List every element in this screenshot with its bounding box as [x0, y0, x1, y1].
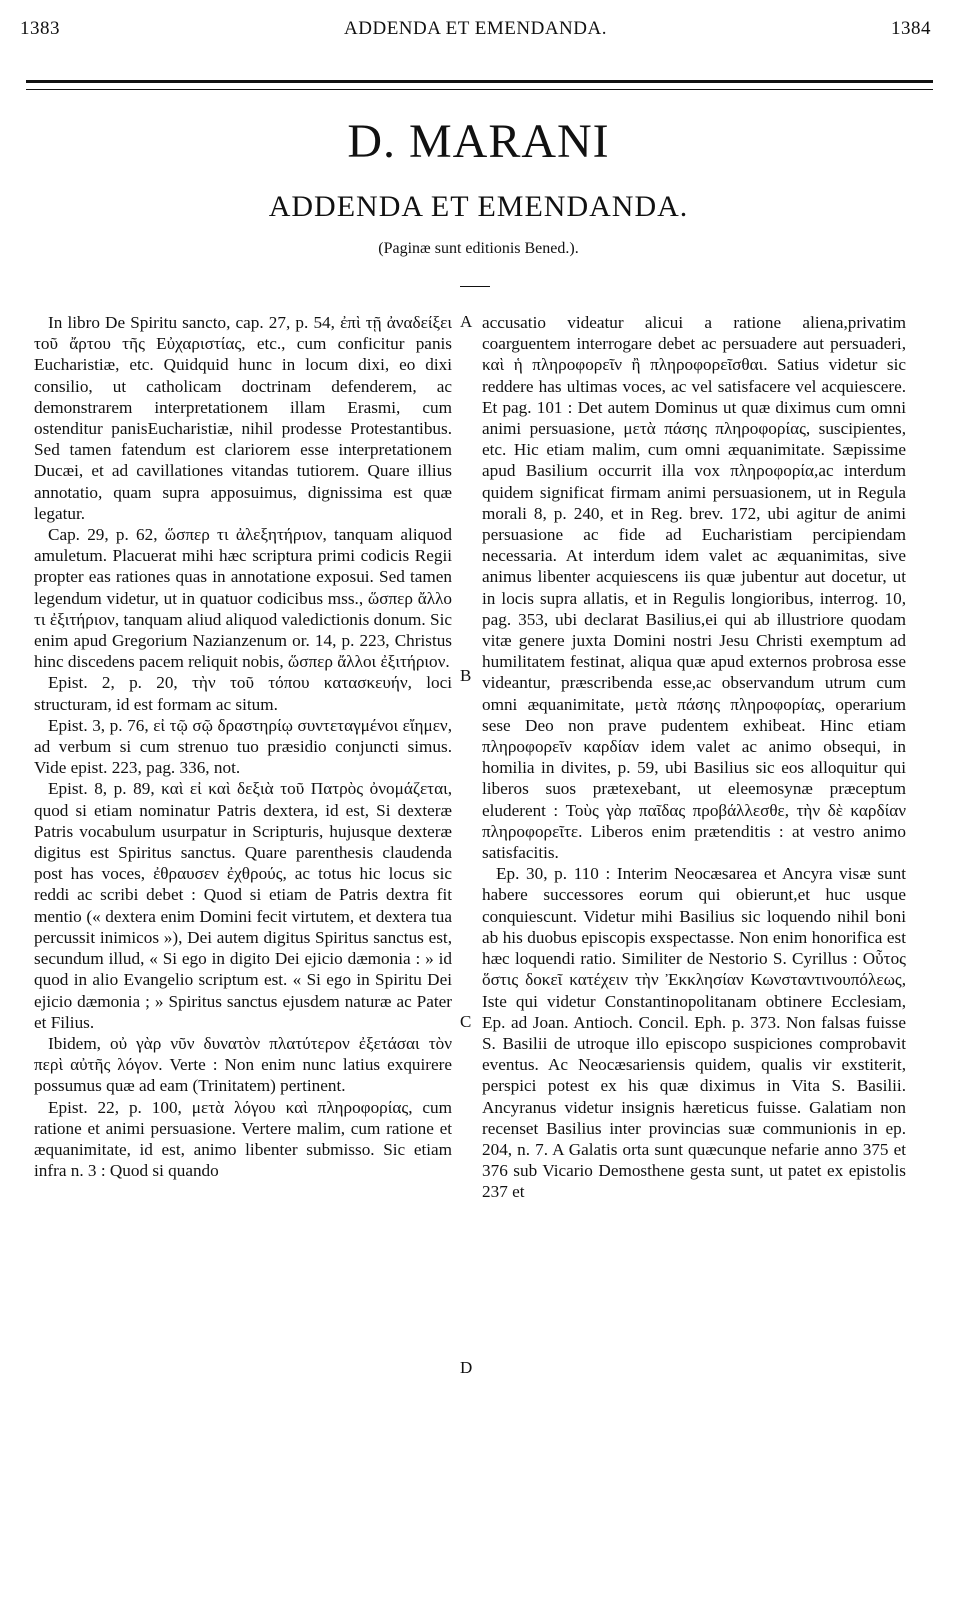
page-number-left: 1383: [20, 18, 60, 39]
header-rule-thin: [26, 89, 933, 90]
section-dash: [460, 286, 490, 287]
paragraph: Ibidem, οὐ γὰρ νῦν δυνατὸν πλατύτερον ἐξετάσαι τὸν περὶ αὐτῆς λόγον. Verte : Non enim nunc latius exquirere possumus quæ ad eam (Trinitatem) pertinent.: [34, 1033, 452, 1096]
margin-letter-a: A: [460, 312, 473, 331]
paragraph: Epist. 3, p. 76, εἰ τῷ σῷ δραστηρίῳ συντεταγμένοι εἴημεν, ad verbum si cum strenuo tuo præsidio conjuncti simus. Vide epist. 223, pag. 336, not.: [34, 715, 452, 778]
page-title: D. MARANI: [347, 115, 610, 168]
paragraph: Epist. 2, p. 20, τὴν τοῦ τόπου κατασκευήν, loci structuram, id est formam ac situm.: [34, 673, 452, 714]
page-number-right: 1384: [891, 18, 931, 39]
right-column: [482, 312, 906, 1203]
running-title: ADDENDA ET EMENDANDA.: [344, 18, 607, 39]
paragraph: Epist. 22, p. 100, μετὰ λόγου καὶ πληροφορίας, cum ratione et animi persuasione. Vertere malim, cum ratione et æquanimitate, id est, animo libenter submisso. Sic etiam infra n. 3 : Quod si quando: [34, 1097, 452, 1181]
margin-letter-c: C: [460, 1012, 472, 1031]
paragraph: accusatio videatur alicui a ratione aliena,privatim coarguentem interrogare debet ac persuadere aut persuaderi, καὶ ἡ πληροφορεῖν ἢ πληροφορεῖσθαι. Satius videtur sic reddere has ultimas voces, ac vel satisfacere vel acquiescere. Et pag. 101 : Det autem Dominus ut quæ diximus cum omni animi persuasione, μετὰ πάσης πληροφορίας, suscipientes, etc. Hic etiam malim, cum omni æquanimitate. Sæpissime apud Basilium occurrit illa vox πληροφορία,ac interdum quidem significat firmam animi persuasionem, ut in Regula morali 8, p. 240, et in Reg. brev. 172, ubi agitur de animi persuasione ac fide ad Eucharistiam percipiendam necessaria. At interdum idem valet ac æquanimitas, sive animus libenter acquiescens iis quæ jubentur aut docetur, ut in locis supra allatis, et in Regulis longioribus, interrog. 10, pag. 353, ubi declarat Basilius,ei qui ab illustriore quodam vitæ genere juxta Domini nostri Jesu Christi exemptum ad humilitatem festinat, aliqua quæ apud externos probrosa esse videantur, præscribenda esse,ac observandum utrum cum omni æquanimitate, μετὰ πάσης πληροφορίας, operarium sese Deo non prave pudentem exhibeat. Hinc etiam πληροφορεῖν καρδίαν idem valet ac animo obsequi, in homilia in divites, p. 59, ubi Basilius sic eos alloquitur qui liberos suos prætexebant, ut eleemosynæ præceptum eluderent : Τοὺς γὰρ παῖδας προβάλλεσθε, τὴν δὲ καρδίαν πληροφορεῖτε. Liberos enim prætenditis : at vestro animo satisfacitis.: [482, 313, 906, 863]
margin-letter-d: D: [460, 1358, 473, 1377]
paragraph: Cap. 29, p. 62, ὥσπερ τι ἀλεξητήριον, tanquam aliquod amuletum. Placuerat mihi hæc scriptura primi codicis Regii propter eas rationes quas in annotatione exposui. Sed tamen legendum videtur, ut in quatuor codicibus mss., ὥσπερ ἄλλο τι ἐξιτήριον, tanquam aliud aliquod valedictionis donum. Sic enim apud Gregorium Nazianzenum or. 14, p. 223, Christus hinc discedens pacem reliquit nobis, ὥσπερ ἄλλοι ἐξιτήριον.: [34, 525, 452, 672]
page-header: [20, 18, 931, 48]
paragraph: In libro De Spiritu sancto, cap. 27, p. 54, ἐπὶ τῇ ἀναδείξει τοῦ ἄρτου τῆς Εὐχαριστίας, etc., cum conficitur panis Eucharistiæ, etc. Quidquid hunc in locum dixi, eo dixi consilio, ut catholicam doctrinam defenderem, ac demonstrarem interpretationem illam Erasmi, cum ostenditur panisEucharistiæ, nihil prodesse Protestantibus. Sed tamen fatendum est clariorem esse interpretationem Ducæi, et ad cavillationes vitandas tutiorem. Quare illius annotatio, quam supra apposuimus, dignissima est quæ legatur.: [34, 313, 452, 523]
paragraph: Epist. 8, p. 89, καὶ εἰ καὶ δεξιὰ τοῦ Πατρὸς ὀνομάζεται, quod si etiam nominatur Patris dextera, id est, Si dexteræ Patris vocabulum usurpatur in Scripturis, hujusque dexteræ digitus est Spiritus sanctus. Quare parenthesis claudenda post has voces, ἐθραυσεν ἐχθρούς, ac totus hic locus sic reddi ac scribi debet : Quod si etiam de Patris dextra fit mentio (« dextera enim Domini fecit virtutem, et dextera tua percussit inimicos »), Dei autem digitus Spiritus sanctus est, secundum illud, « Si ego in digito Dei ejicio dæmonia : » id quod in alio Evangelio scriptum est. « Si ego in Spiritu Dei ejicio dæmonia ; » Spiritus sanctus ejusdem naturæ ac Pater et Filius.: [34, 779, 452, 1032]
edition-note: (Paginæ sunt editionis Bened.).: [378, 240, 579, 257]
paragraph: Ep. 30, p. 110 : Interim Neocæsarea et Ancyra visæ sunt habere successores eorum qui obierunt,et huc usque conquiescunt. Videtur mihi Basilius sic loquendo nihil boni ab his duobus episcopis exspectasse. Non enim honorifica est hæc loquendi ratio. Similiter de Nestorio S. Cyrillus : Οὗτος ὅστις δοκεῖ κατέχειν τὴν Ἐκκλησίαν Κωνσταντινουπόλεως, Iste qui videtur Constantinopolitanam obtinere Ecclesiam, Ep. ad Joan. Antioch. Concil. Eph. p. 373. Non falsas fuisse S. Basilii de utroque illo episcopo suspiciones comprobavit eventus. Ac Neocæsariensis quidem, qualis vir exstiterit, perspici potest ex his quæ diximus in Vita S. Basilii. Ancyranus videtur insignis hæreticus fuisse. Galatiam non recenset Basilius inter provincias suæ communionis in ep. 204, n. 7. A Galatis orta sunt quæcunque nefarie anno 375 et 376 sub Vicario Demosthene gesta sunt, ut patet ex epistolis 237 et: [482, 864, 906, 1202]
left-column: [34, 312, 452, 1181]
page-subtitle: ADDENDA ET EMENDANDA.: [268, 190, 689, 223]
header-rule-thick: [26, 80, 933, 83]
margin-letter-b: B: [460, 666, 472, 685]
